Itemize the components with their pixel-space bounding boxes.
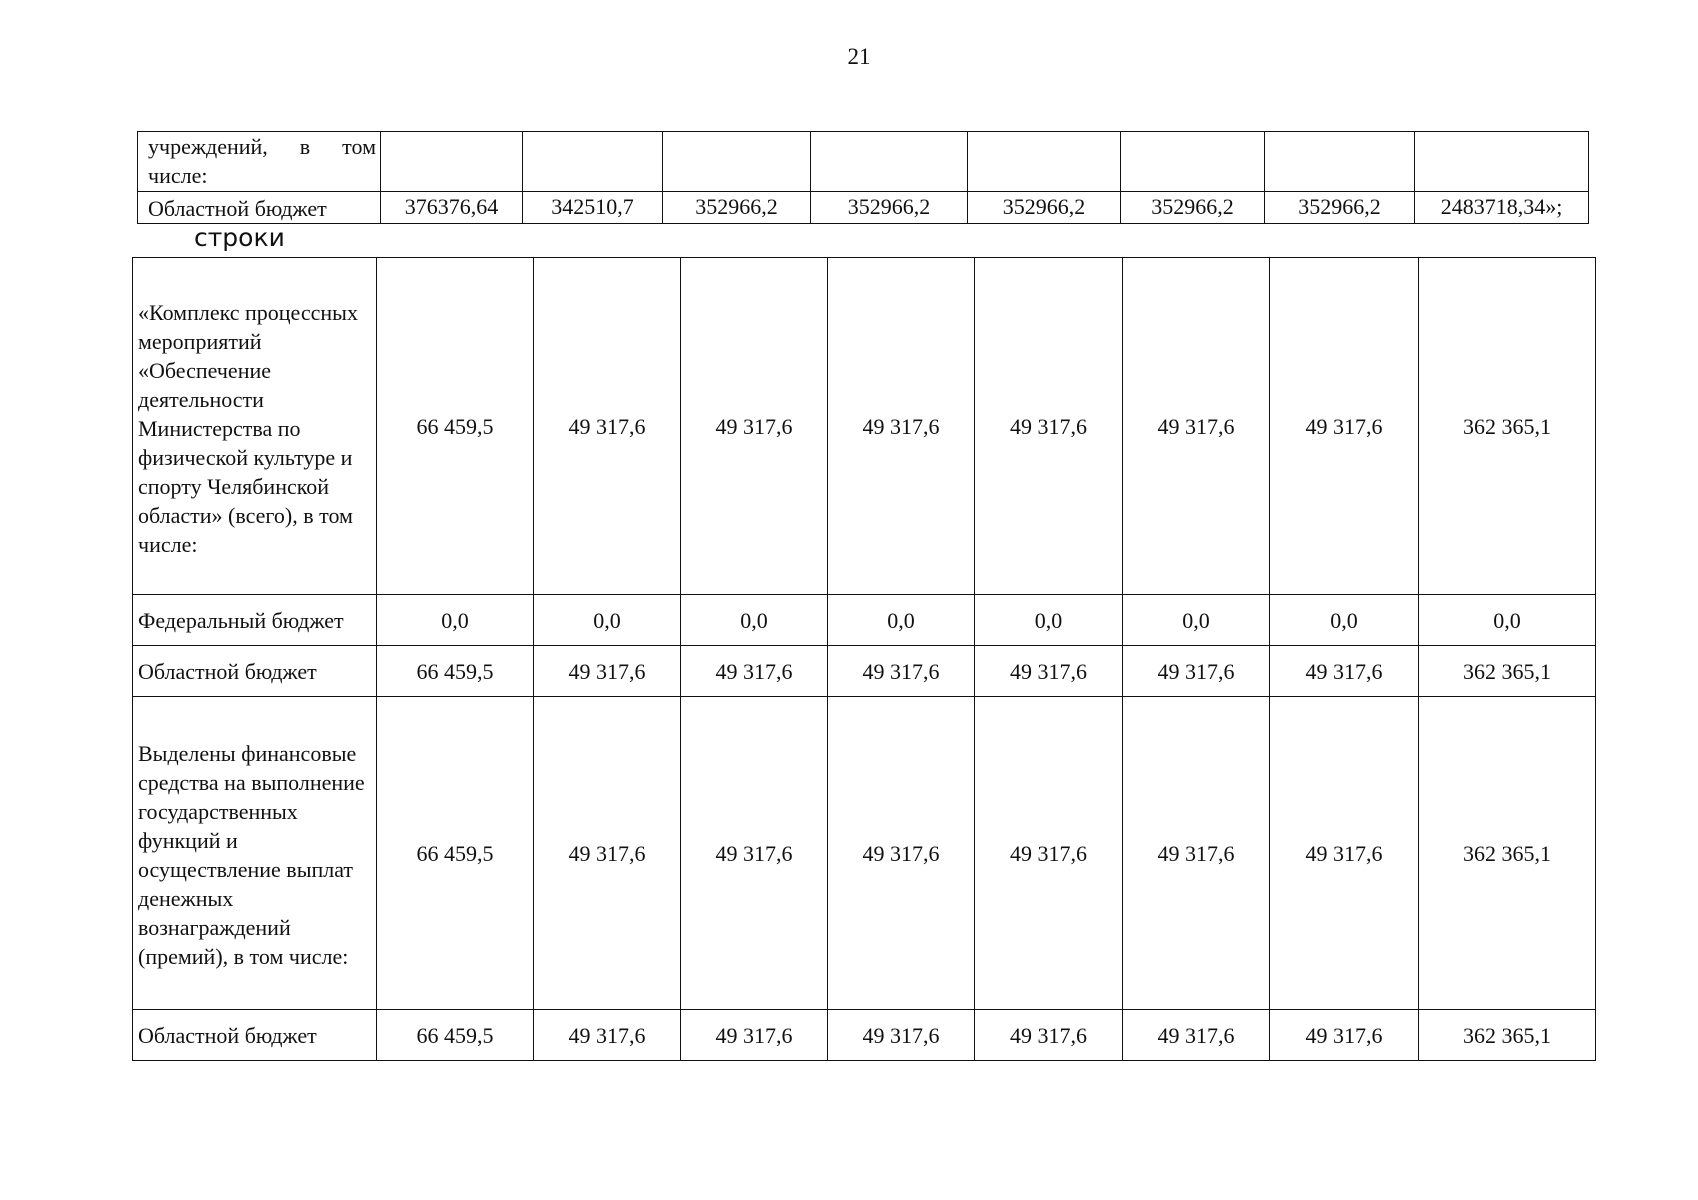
value-cell: 49 317,6 — [681, 646, 828, 697]
value-cell — [663, 132, 811, 192]
value-cell: 49 317,6 — [975, 1010, 1123, 1061]
value-cell: 49 317,6 — [534, 258, 681, 595]
value-cell: 0,0 — [975, 595, 1123, 646]
value-cell: 0,0 — [377, 595, 534, 646]
value-cell — [381, 132, 523, 192]
value-cell: 49 317,6 — [1270, 258, 1419, 595]
value-cell: 352966,2 — [1121, 192, 1265, 224]
value-cell: 66 459,5 — [377, 697, 534, 1010]
value-cell: 49 317,6 — [681, 697, 828, 1010]
value-cell — [523, 132, 663, 192]
value-cell: 49 317,6 — [828, 258, 975, 595]
caption-text: строки — [194, 223, 285, 252]
value-cell: 0,0 — [1123, 595, 1270, 646]
value-cell: 0,0 — [681, 595, 828, 646]
value-cell: 49 317,6 — [1270, 697, 1419, 1010]
value-cell: 66 459,5 — [377, 1010, 534, 1061]
value-cell: 362 365,1 — [1419, 258, 1596, 595]
value-cell — [1265, 132, 1415, 192]
table-row — [138, 192, 1589, 224]
value-cell: 49 317,6 — [534, 646, 681, 697]
value-cell: 352966,2 — [663, 192, 811, 224]
value-cell: 352966,2 — [1265, 192, 1415, 224]
value-cell: 0,0 — [828, 595, 975, 646]
value-cell: 362 365,1 — [1419, 697, 1596, 1010]
value-cell: 49 317,6 — [681, 258, 828, 595]
row-label: учреждений, в том числе: — [138, 132, 381, 192]
row-label: Областной бюджет — [133, 1010, 377, 1061]
value-cell: 0,0 — [1270, 595, 1419, 646]
row-label: Федеральный бюджет — [133, 595, 377, 646]
value-cell: 376376,64 — [381, 192, 523, 224]
page-number: 21 — [847, 44, 871, 69]
table-row — [133, 258, 1596, 595]
table-row — [133, 697, 1596, 1010]
value-cell: 49 317,6 — [534, 1010, 681, 1061]
value-cell: 362 365,1 — [1419, 1010, 1596, 1061]
value-cell: 49 317,6 — [975, 697, 1123, 1010]
row-label: Областной бюджет — [138, 192, 381, 224]
value-cell: 49 317,6 — [828, 1010, 975, 1061]
value-cell: 0,0 — [1419, 595, 1596, 646]
continuation-table — [137, 131, 1589, 224]
value-cell: 49 317,6 — [975, 258, 1123, 595]
value-cell: 66 459,5 — [377, 258, 534, 595]
value-cell: 49 317,6 — [1123, 697, 1270, 1010]
value-cell: 49 317,6 — [534, 697, 681, 1010]
value-cell: 66 459,5 — [377, 646, 534, 697]
value-cell: 49 317,6 — [681, 1010, 828, 1061]
budget-table — [132, 257, 1596, 1061]
value-cell: 49 317,6 — [1123, 1010, 1270, 1061]
value-cell: 49 317,6 — [828, 646, 975, 697]
value-cell — [1415, 132, 1589, 192]
row-label: Выделены финансовые средства на выполнение государственных функций и осуществление выплат денежных вознаграждений (премий), в том числе: — [133, 697, 377, 1010]
value-cell: 49 317,6 — [828, 697, 975, 1010]
value-cell — [968, 132, 1121, 192]
value-cell: 49 317,6 — [975, 646, 1123, 697]
row-label: Областной бюджет — [133, 646, 377, 697]
value-cell: 362 365,1 — [1419, 646, 1596, 697]
value-cell: 342510,7 — [523, 192, 663, 224]
value-cell: 49 317,6 — [1270, 646, 1419, 697]
table-row — [133, 595, 1596, 646]
value-cell: 0,0 — [534, 595, 681, 646]
value-cell: 49 317,6 — [1270, 1010, 1419, 1061]
value-cell: 49 317,6 — [1123, 646, 1270, 697]
table-row — [133, 646, 1596, 697]
value-cell: 352966,2 — [811, 192, 968, 224]
value-cell — [811, 132, 968, 192]
value-cell: 352966,2 — [968, 192, 1121, 224]
table-row — [133, 1010, 1596, 1061]
value-cell — [1121, 132, 1265, 192]
row-label: «Комплекс процессных мероприятий «Обеспечение деятельности Министерства по физической культуре и спорту Челябинской области» (всего), в том числе: — [133, 258, 377, 595]
value-cell: 49 317,6 — [1123, 258, 1270, 595]
table-row — [138, 132, 1589, 192]
value-cell: 2483718,34»; — [1415, 192, 1589, 224]
